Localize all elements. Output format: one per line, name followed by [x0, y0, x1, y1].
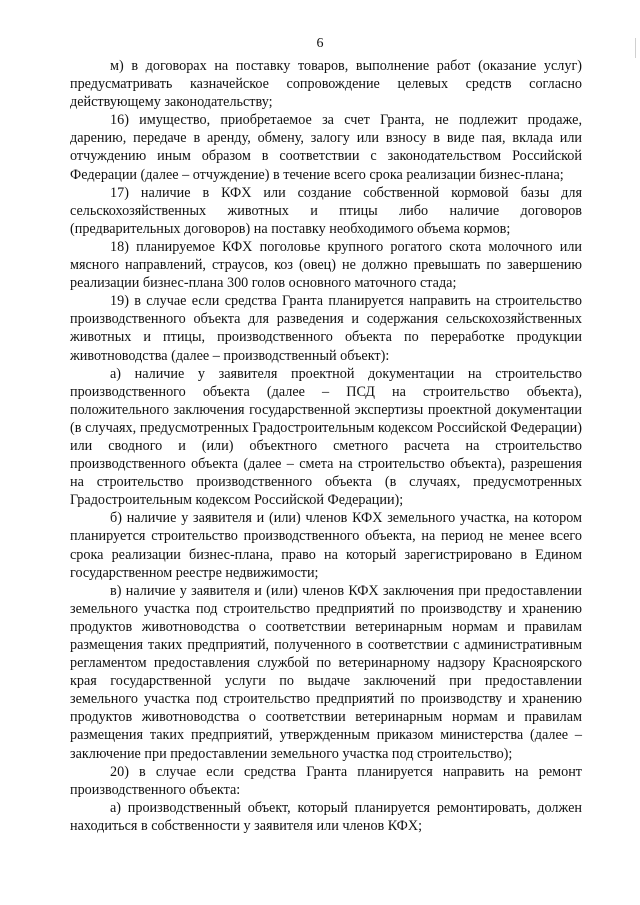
- page-number: 6: [316, 36, 324, 51]
- paragraph-20-a: а) производственный объект, который планируется ремонтировать, должен находиться в собственности у заявителя или членов КФХ;: [70, 799, 582, 834]
- paragraph-16: 16) имущество, приобретаемое за счет Гранта, не подлежит продаже, дарению, передаче в аренду, обмену, залогу или взносу в виде пая, вклада или отчуждению иным образом в соответствии с законодательством Российской Федерации (далее – отчуждение) в течение всего срока реализации бизнес-плана;: [70, 112, 582, 183]
- paragraph-m: м) в договорах на поставку товаров, выполнение работ (оказание услуг) предусматривать казначейское сопровождение целевых средств согласно действующему законодательству;: [70, 58, 582, 111]
- paragraph-20: 20) в случае если средства Гранта планируется направить на ремонт производственного объекта:: [70, 763, 582, 798]
- paragraph-19-a: а) наличие у заявителя проектной документации на строительство производственного объекта (далее – ПСД на строительство объекта), положительного заключения государственной экспертизы проектной документации (в случаях, предусмотренных Градостроительным кодексом Российской Федерации) или сводного и (или) объектного сметного расчета на строительство производственного объекта (далее – смета на строительство объекта), разрешения на строительство производственного объекта (в случаях, предусмотренных Градостроительным кодексом Российской Федерации);: [70, 365, 582, 509]
- paragraph-17: 17) наличие в КФХ или создание собственной кормовой базы для сельскохозяйственных животных и птицы либо наличие договоров (предварительных договоров) на поставку необходимого объема кормов;: [70, 184, 582, 237]
- paragraph-19-v: в) наличие у заявителя и (или) членов КФХ заключения при предоставлении земельного участка под строительство предприятий по производству и хранению продуктов животноводства о соответствии ветеринарным нормам и правилам размещения таких предприятий, полученного в соответствии с административным регламентом предоставления службой по ветеринарному надзору Красноярского края государственной услуги по выдаче заключений при предоставлении земельного участка под строительство предприятий по производству и хранению продуктов животноводства о соответствии ветеринарным нормам и правилам размещения таких предприятий, утвержденным приказом министерства (далее – заключение при предоставлении земельного участка под строительство);: [70, 582, 582, 762]
- document-body: [70, 57, 582, 835]
- paragraph-19-b: б) наличие у заявителя и (или) членов КФХ земельного участка, на котором планируется строительство производственного объекта, на период не менее всего срока реализации бизнес-плана, право на который зарегистрировано в Едином государственном реестре недвижимости;: [70, 510, 582, 581]
- paragraph-19: 19) в случае если средства Гранта планируется направить на строительство производственного объекта для разведения и содержания сельскохозяйственных животных и птицы, производственного объекта по переработке продукции животноводства (далее – производственный объект):: [70, 293, 582, 364]
- paragraph-18: 18) планируемое КФХ поголовье крупного рогатого скота молочного или мясного направлений, страусов, коз (овец) не должно превышать по завершению реализации бизнес-плана 300 голов основного маточного стада;: [70, 238, 582, 292]
